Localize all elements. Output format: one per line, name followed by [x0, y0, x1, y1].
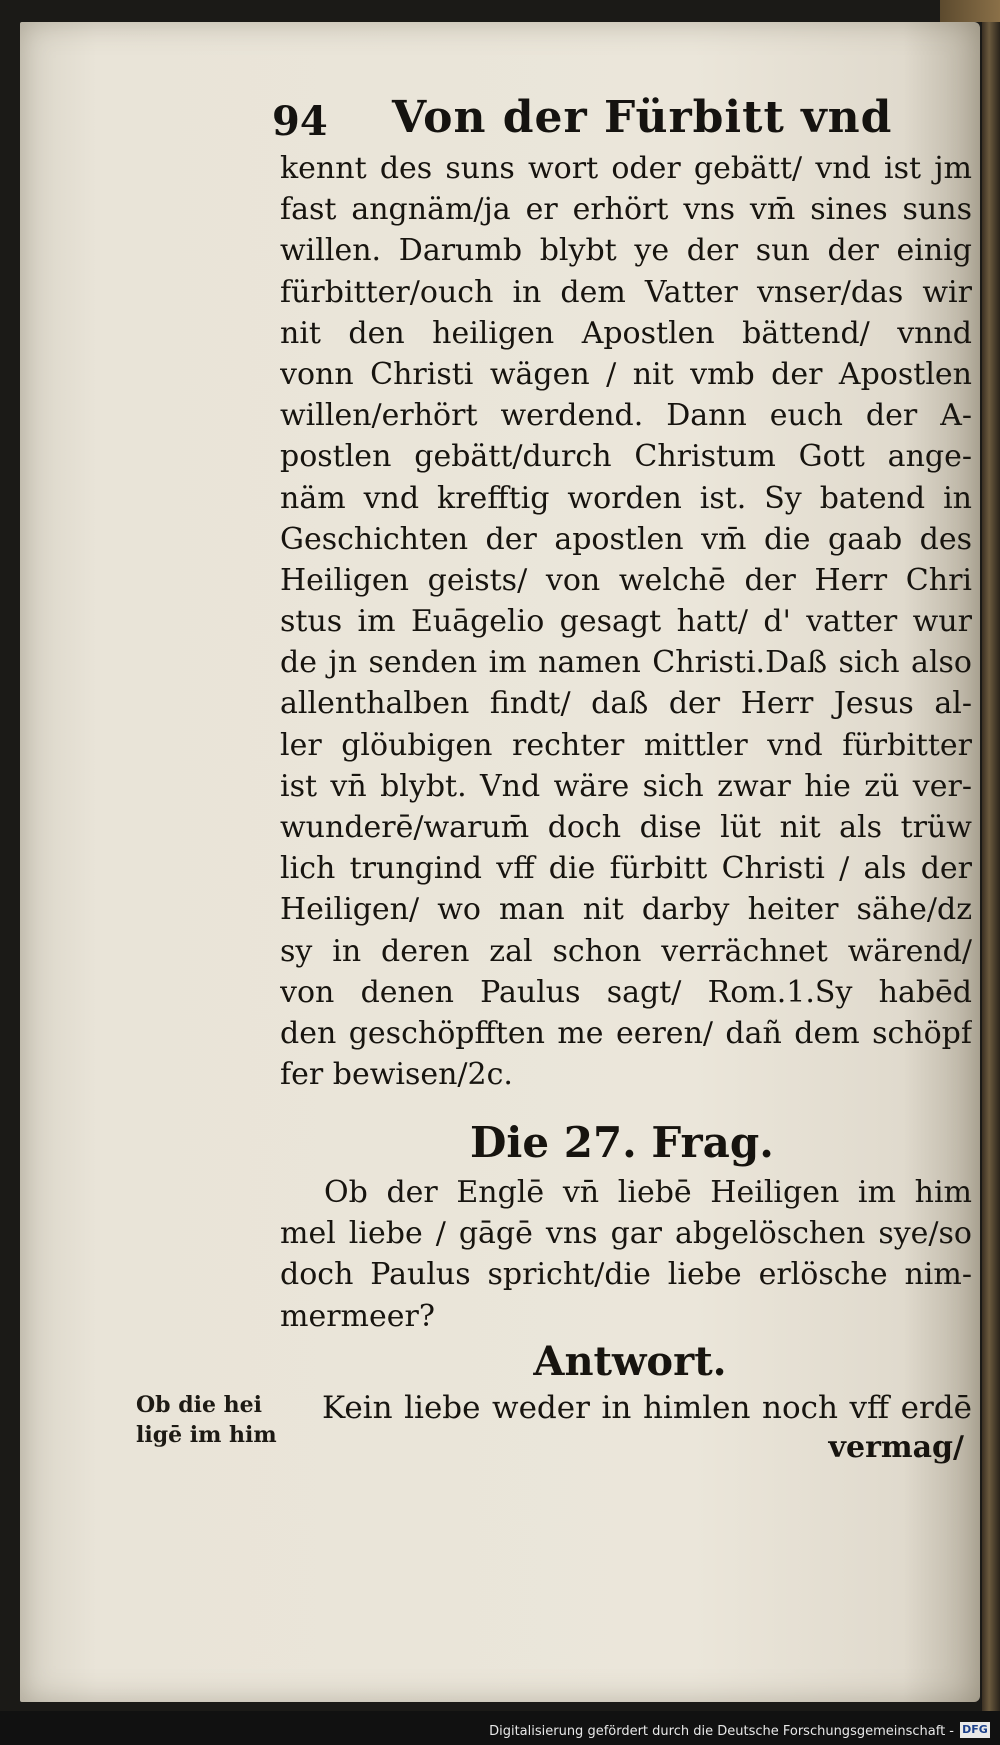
text-line: vonn Christi wägen / nit vmb der Apostlen [280, 356, 972, 392]
marginal-note-line: Ob die hei [136, 1392, 262, 1418]
text-line: fast angnäm/ja er erhört vns vm̄ sines suns [280, 192, 972, 228]
book-spine [982, 0, 1000, 1745]
text-line: sy in deren zal schon verrächnet wärend/ [280, 933, 972, 969]
dfg-logo: DFG [960, 1722, 990, 1738]
text-line: von denen Paulus sagt/ Rom.1.Sy habēd [280, 974, 972, 1010]
text-line: de jn senden im namen Christi.Daß sich also [280, 645, 972, 681]
page-header [272, 92, 972, 146]
answer-heading: Antwort. [533, 1338, 727, 1385]
text-line: willen/erhört werdend. Dann euch der A- [280, 398, 972, 434]
text-line: lich trungind vff die fürbitt Christi / als der [280, 851, 972, 887]
question-line: doch Paulus spricht/die liebe erlösche nim- [280, 1257, 972, 1293]
page-number: 94 [272, 98, 328, 145]
text-line: den geschöpfften me eeren/ dañ dem schöpf [280, 1015, 972, 1051]
text-line: willen. Darumb blybt ye der sun der einig [280, 233, 972, 269]
text-line: fürbitter/ouch in dem Vatter vnser/das wir [280, 274, 972, 310]
text-line: nit den heiligen Apostlen bättend/ vnnd [280, 315, 972, 351]
question-heading: Die 27. Frag. [470, 1118, 774, 1167]
text-line: näm vnd krefftig worden ist. Sy batend in [280, 480, 972, 516]
question-line: mel liebe / gāgē vns gar abgelöschen sye/so [280, 1216, 972, 1252]
book-cover-edge [940, 0, 1000, 22]
text-line: allenthalben findt/ daß der Herr Jesus al- [280, 686, 972, 722]
text-line: ist vn̄ blybt. Vnd wäre sich zwar hie zü ver- [280, 768, 972, 804]
marginal-note-line: ligē im him [136, 1422, 277, 1448]
body-text [280, 148, 972, 1095]
text-line: wunderē/warum̄ doch dise lüt nit als trüw [280, 810, 972, 845]
running-head: Von der Fürbitt vnd [392, 92, 893, 143]
question-text [280, 1172, 972, 1337]
text-line: postlen gebätt/durch Christum Gott ange- [280, 439, 972, 475]
text-line: Geschichten der apostlen vm̄ die gaab des [280, 521, 972, 557]
digitization-credit: Digitalisierung gefördert durch die Deutsche Forschungsgemeinschaft - [489, 1724, 954, 1739]
text-line: stus im Euāgelio gesagt hatt/ d' vatter wur [280, 604, 972, 640]
text-line: ler glöubigen rechter mittler vnd fürbitter [280, 727, 972, 763]
text-line: kennt des suns wort oder gebätt/ vnd ist jm [280, 151, 972, 186]
answer-text [322, 1388, 972, 1429]
answer-line: Kein liebe weder in himlen noch vff erdē [322, 1390, 972, 1426]
catchword: vermag/ [828, 1430, 964, 1465]
question-line: Ob der Englē vn̄ liebē Heiligen im him [324, 1175, 972, 1210]
text-line: Heiligen geists/ von welchē der Herr Chri [280, 562, 972, 598]
marginal-note [136, 1390, 286, 1450]
text-line: fer bewisen/2c. [280, 1057, 513, 1093]
text-line: Heiligen/ wo man nit darby heiter sähe/dz [280, 892, 972, 928]
question-line: mermeer? [280, 1298, 435, 1334]
